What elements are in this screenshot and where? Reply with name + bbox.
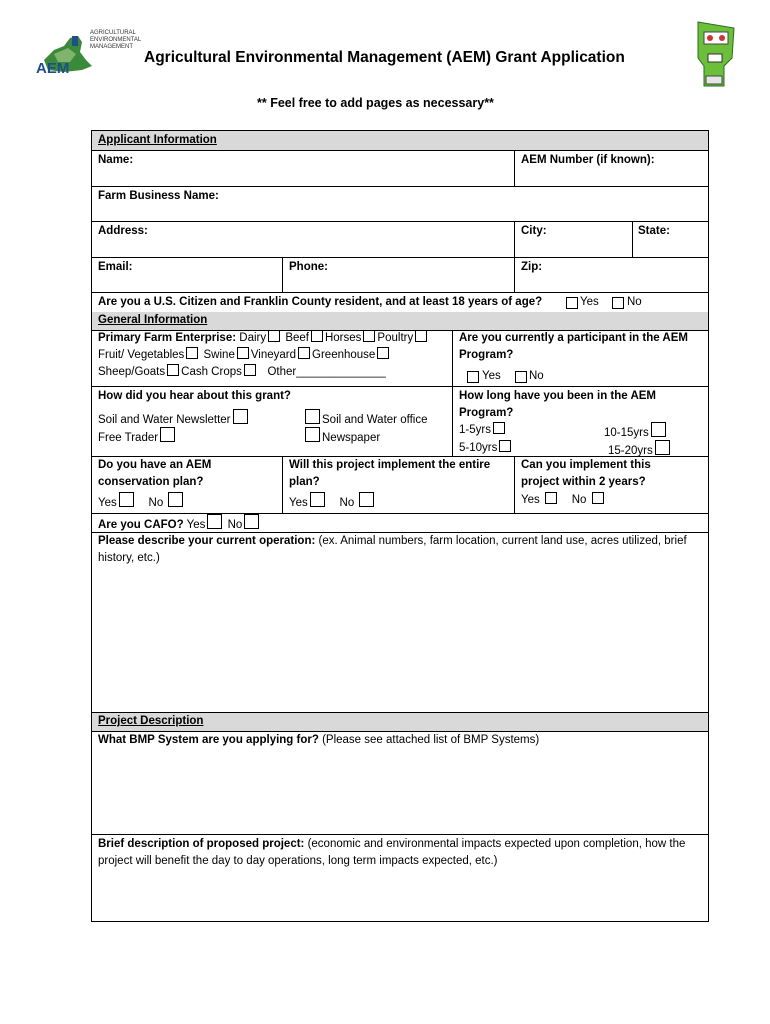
years-15-20-checkbox[interactable]	[655, 440, 670, 455]
aem-number-label: AEM Number (if known):	[521, 154, 655, 166]
enterprise-other: Other______________	[267, 366, 386, 378]
zip-field[interactable]	[515, 258, 707, 292]
years-10-15-label: 10-15yrs	[604, 427, 649, 439]
enterprise-vineyard: Vineyard	[250, 349, 297, 361]
bmp-textarea[interactable]	[92, 752, 707, 834]
cafo-row	[98, 514, 261, 534]
years-5-10-checkbox[interactable]	[499, 440, 511, 452]
aem-number-field[interactable]	[515, 151, 707, 186]
citizen-no-checkbox[interactable]	[612, 297, 624, 309]
city-label: City:	[521, 225, 547, 237]
brief-prompt	[98, 836, 700, 870]
enterprise-cash-crops: Cash Crops	[181, 366, 242, 378]
years-5-10	[459, 440, 513, 457]
operation-textarea[interactable]	[92, 570, 707, 712]
enterprise-horses: Horses	[324, 332, 362, 344]
county-seal	[694, 18, 740, 90]
two-years-no-label: No	[571, 494, 587, 506]
bmp-hint: (Please see attached list of BMP Systems)	[318, 734, 540, 746]
dairy-checkbox[interactable]	[268, 330, 280, 342]
page-title: Agricultural Environmental Management (AEM) Grant Application	[144, 49, 625, 66]
office-checkbox[interactable]	[305, 409, 320, 424]
free-trader-checkbox[interactable]	[160, 427, 175, 442]
hear-newspaper	[303, 427, 380, 447]
years-15-20-label: 15-20yrs	[608, 445, 653, 457]
city-field[interactable]	[515, 222, 631, 257]
entire-plan-no-checkbox[interactable]	[359, 492, 374, 507]
two-years-answers	[521, 492, 606, 509]
enterprise-line-1	[98, 330, 429, 347]
hear-question: How did you hear about this grant?	[98, 390, 291, 402]
entire-plan-answers	[289, 492, 376, 512]
newsletter-checkbox[interactable]	[233, 409, 248, 424]
conservation-answers	[98, 492, 185, 512]
bmp-label: What BMP System are you applying for?	[98, 734, 319, 746]
project-heading: Project Description	[98, 715, 204, 727]
years-1-5-label: 1-5yrs	[459, 424, 491, 436]
participant-no-checkbox[interactable]	[515, 371, 527, 383]
state-label: State:	[638, 225, 670, 237]
entire-plan-no-label: No	[339, 497, 355, 509]
years-1-5-checkbox[interactable]	[493, 422, 505, 434]
enterprise-greenhouse: Greenhouse	[312, 349, 376, 361]
bmp-prompt	[98, 732, 698, 749]
enterprise-beef: Beef	[285, 332, 309, 344]
cash-crops-checkbox[interactable]	[244, 364, 256, 376]
beef-checkbox[interactable]	[311, 330, 323, 342]
conservation-yes-label: Yes	[98, 497, 117, 509]
enterprise-poultry: Poultry	[377, 332, 414, 344]
phone-field[interactable]	[284, 258, 513, 292]
citizen-no-label: No	[627, 296, 642, 308]
cafo-no-checkbox[interactable]	[244, 514, 259, 529]
logo-line-3: MANAGEMENT	[90, 44, 134, 50]
citizen-yes-label: Yes	[580, 296, 599, 308]
conservation-no-label: No	[148, 497, 164, 509]
operation-hint: (ex. Animal numbers, farm location, current land use, acres utilized, brief history, etc.)	[98, 535, 687, 564]
sheep-checkbox[interactable]	[167, 364, 179, 376]
conservation-yes-checkbox[interactable]	[119, 492, 134, 507]
logo-line-2: ENVIRONMENTAL	[90, 37, 142, 43]
name-field[interactable]	[92, 151, 513, 186]
logo-line-1: AGRICULTURAL	[90, 30, 136, 36]
address-label: Address:	[98, 225, 148, 237]
enterprise-swine: Swine	[203, 349, 235, 361]
swine-checkbox[interactable]	[237, 347, 249, 359]
hear-free-trader-label: Free Trader	[98, 432, 159, 444]
county-seal-icon	[694, 18, 740, 90]
farm-business-label: Farm Business Name:	[98, 190, 219, 202]
enterprise-line-3	[98, 364, 386, 381]
citizen-yes-checkbox[interactable]	[566, 297, 578, 309]
phone-label: Phone:	[289, 261, 328, 273]
citizen-question: Are you a U.S. Citizen and Franklin County resident, and at least 18 years of age?	[98, 296, 543, 308]
horses-checkbox[interactable]	[363, 330, 375, 342]
address-field[interactable]	[92, 222, 513, 257]
enterprise-line-2	[98, 347, 391, 364]
vineyard-checkbox[interactable]	[298, 347, 310, 359]
conservation-question: Do you have an AEM conservation plan?	[98, 459, 212, 488]
applicant-heading: Applicant Information	[98, 134, 217, 146]
conservation-no-checkbox[interactable]	[168, 492, 183, 507]
two-years-no-checkbox[interactable]	[592, 492, 604, 504]
participant-yes-label: Yes	[482, 370, 501, 382]
aem-logo	[34, 30, 144, 80]
cafo-yes-checkbox[interactable]	[207, 514, 222, 529]
years-5-10-label: 5-10yrs	[459, 442, 498, 454]
hear-newsletter-label: Soil and Water Newsletter	[98, 414, 231, 426]
two-years-yes-checkbox[interactable]	[545, 492, 557, 504]
email-label: Email:	[98, 261, 133, 273]
poultry-checkbox[interactable]	[415, 330, 427, 342]
email-field[interactable]	[92, 258, 281, 292]
years-1-5	[459, 422, 507, 439]
page-subtitle: ** Feel free to add pages as necessary**	[257, 96, 494, 110]
operation-prompt	[98, 533, 698, 567]
hear-newsletter	[98, 409, 250, 429]
entire-plan-yes-checkbox[interactable]	[310, 492, 325, 507]
entire-plan-question: Will this project implement the entire plan?	[289, 459, 491, 488]
newspaper-checkbox[interactable]	[305, 427, 320, 442]
hear-free-trader	[98, 427, 177, 447]
zip-label: Zip:	[521, 261, 543, 273]
hear-office	[303, 409, 427, 429]
cafo-no-label: No	[227, 519, 243, 531]
brief-label: Brief description of proposed project:	[98, 838, 305, 850]
years-10-15-checkbox[interactable]	[651, 422, 666, 437]
how-long-question: How long have you been in the AEM Program?	[459, 390, 657, 419]
name-label: Name:	[98, 154, 134, 166]
general-heading: General Information	[98, 314, 208, 326]
farm-business-field[interactable]	[92, 187, 707, 221]
cafo-question: Are you CAFO?	[98, 519, 184, 531]
fruit-checkbox[interactable]	[186, 347, 198, 359]
enterprise-label: Primary Farm Enterprise:	[98, 332, 237, 344]
hear-newspaper-label: Newspaper	[322, 432, 381, 444]
logo-abbrev: AEM	[36, 60, 70, 77]
participant-yes-checkbox[interactable]	[467, 371, 479, 383]
two-years-yes-label: Yes	[521, 494, 540, 506]
cafo-yes-label: Yes	[186, 519, 206, 531]
participant-question: Are you currently a participant in the AEM Program?	[459, 332, 688, 361]
hear-office-label: Soil and Water office	[322, 414, 428, 426]
state-field[interactable]	[633, 222, 707, 257]
years-10-15	[604, 422, 668, 442]
greenhouse-checkbox[interactable]	[377, 347, 389, 359]
brief-hint: (economic and environmental impacts expected upon completion, how the project will benefit the day to day operations, long term impacts expected, etc.)	[98, 838, 686, 867]
entire-plan-yes-label: Yes	[289, 497, 308, 509]
enterprise-sheep: Sheep/Goats	[98, 366, 166, 378]
enterprise-dairy: Dairy	[239, 332, 267, 344]
enterprise-fruit: Fruit/ Vegetables	[98, 349, 185, 361]
operation-label: Please describe your current operation:	[98, 535, 316, 547]
participant-no-label: No	[529, 370, 544, 382]
two-years-question: Can you implement this project within 2 years?	[521, 459, 651, 488]
brief-textarea[interactable]	[92, 874, 707, 920]
